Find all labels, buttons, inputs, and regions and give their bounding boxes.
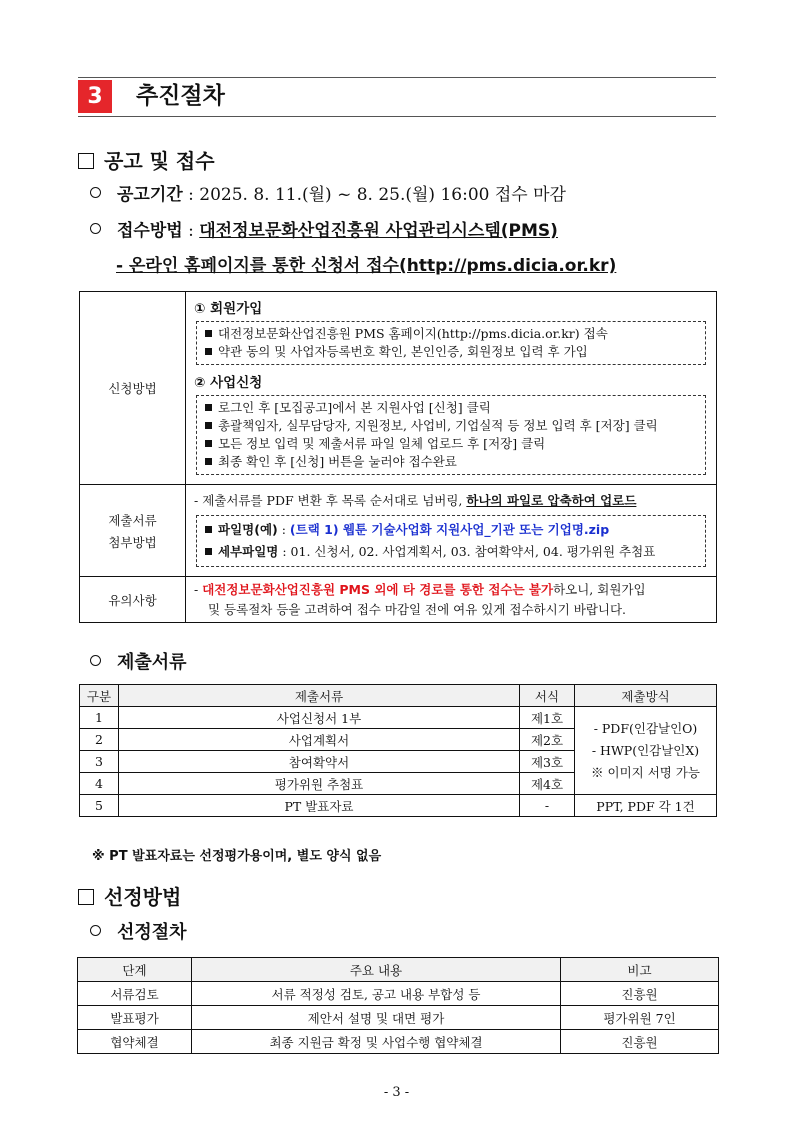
step2-item: 모든 정보 입력 및 제출서류 파일 일체 업로드 후 [저장] 클릭 (205, 435, 697, 453)
table-row: 4 평가위원 추첨표 제4호 (80, 773, 717, 795)
step1-title: ① 회원가입 (194, 301, 263, 317)
filename-box (196, 515, 706, 567)
table-row: 3 참여확약서 제3호 (80, 751, 717, 773)
docs-header: 제출서류 (119, 685, 520, 707)
table-row: 발표평가 제안서 설명 및 대면 평가 평가위원 7인 (78, 1006, 719, 1030)
step1-item: 약관 동의 및 사업자등록번호 확인, 본인인증, 회원정보 입력 후 가입 (205, 343, 697, 361)
selection-header: 비고 (561, 958, 719, 982)
heading-selection: 선정방법 (78, 881, 181, 910)
page-number: - 3 - (383, 1085, 410, 1100)
section-rule-bottom (78, 116, 716, 117)
step2-box (196, 395, 706, 475)
heading-docs: 제출서류 (90, 648, 187, 674)
heading-announce: 공고 및 접수 (78, 145, 215, 174)
table-row: 2 사업계획서 제2호 (80, 729, 717, 751)
square-bullet-icon (78, 153, 94, 169)
table-row: 협약체결 최종 지원금 확정 및 사업수행 협약체결 진흥원 (78, 1030, 719, 1054)
table-row: 5 PT 발표자료 - PPT, PDF 각 1건 (80, 795, 717, 817)
step2-item: 최종 확인 후 [신청] 버튼을 눌러야 접수완료 (205, 453, 697, 471)
section-title: 추진절차 (136, 83, 225, 109)
selection-header: 단계 (78, 958, 192, 982)
filename-example: 파일명(예) : (트랙 1) 웹툰 기술사업화 지원사업_기관 또는 기업명.zip (205, 519, 697, 541)
announce-method-sub: - 온라인 홈페이지를 통한 신청서 접수(http://pms.dicia.or.kr) (116, 256, 617, 276)
table-row: 1 사업신청서 1부 제1호 - PDF(인감날인O) - HWP(인감날인X) ※ 이미지 서명 가능 (80, 707, 717, 729)
step2-item: 로그인 후 [모집공고]에서 본 지원사업 [신청] 클릭 (205, 399, 697, 417)
caution-label: 유의사항 (80, 577, 186, 623)
subfile-names: 세부파일명 : 01. 신청서, 02. 사업계획서, 03. 참여확약서, 04. 평가위원 추첨표 (205, 541, 697, 563)
attach-note: - 제출서류를 PDF 변환 후 목록 순서대로 넘버링, 하나의 파일로 압축하여 업로드 (194, 493, 637, 508)
section-number: 3 (78, 80, 112, 113)
apply-content (186, 292, 717, 485)
step2-item: 총괄책임자, 실무담당자, 지원정보, 사업비, 기업실적 등 정보 입력 후 [저장] 클릭 (205, 417, 697, 435)
selection-table (77, 957, 719, 1054)
docs-method: - PDF(인감날인O) - HWP(인감날인X) ※ 이미지 서명 가능 (575, 707, 717, 795)
attach-content (186, 485, 717, 577)
circle-bullet-icon (90, 187, 101, 198)
attach-label: 제출서류 첨부방법 (80, 485, 186, 577)
docs-note: ※ PT 발표자료는 선정평가용이며, 별도 양식 없음 (92, 849, 382, 864)
circle-bullet-icon (90, 655, 101, 666)
apply-label: 신청방법 (80, 292, 186, 485)
section-rule-top (78, 77, 716, 78)
docs-table (79, 684, 717, 817)
apply-table (79, 291, 717, 623)
step1-box (196, 321, 706, 365)
circle-bullet-icon (90, 925, 101, 936)
table-row: 서류검토 서류 적정성 검토, 공고 내용 부합성 등 진흥원 (78, 982, 719, 1006)
circle-bullet-icon (90, 223, 101, 234)
docs-header: 서식 (520, 685, 575, 707)
step2-title: ② 사업신청 (194, 375, 263, 391)
announce-period: 공고기간 : 2025. 8. 11.(월) ~ 8. 25.(월) 16:00 접수 마감 (90, 180, 566, 205)
announce-method: 접수방법 : 대전정보문화산업진흥원 사업관리시스템(PMS) (90, 216, 558, 241)
step1-item: 대전정보문화산업진흥원 PMS 홈페이지(http://pms.dicia.or.kr) 접속 (205, 325, 697, 343)
docs-header: 구분 (80, 685, 119, 707)
docs-header: 제출방식 (575, 685, 717, 707)
square-bullet-icon (78, 889, 94, 905)
selection-header: 주요 내용 (192, 958, 561, 982)
caution-content: - 대전정보문화산업진흥원 PMS 외에 타 경로를 통한 접수는 불가하오니, 회원가입 및 등록절차 등을 고려하여 접수 마감일 전에 여유 있게 접수하시기 바랍니다. (186, 577, 717, 623)
heading-selection-process: 선정절차 (90, 918, 187, 944)
